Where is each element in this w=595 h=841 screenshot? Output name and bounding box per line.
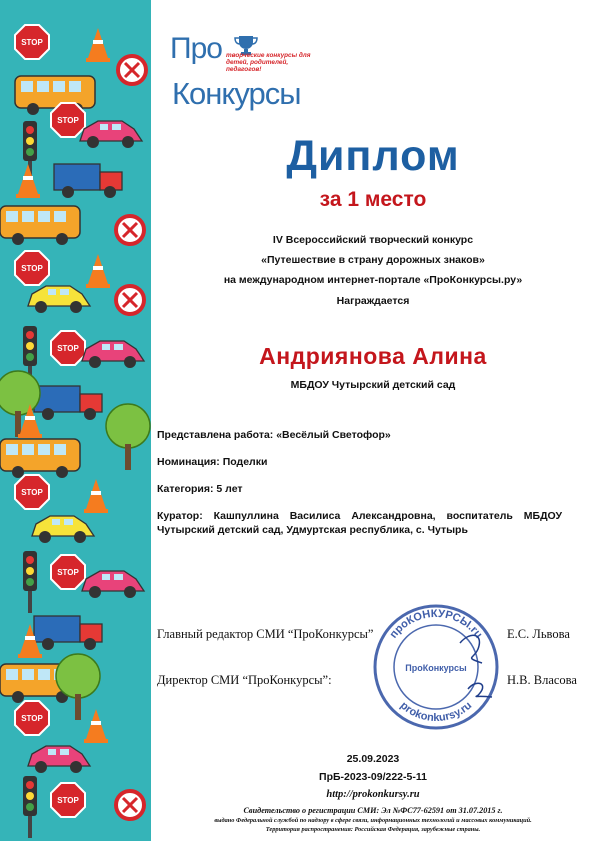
nomination: Номинация: Поделки bbox=[157, 456, 268, 468]
official-stamp bbox=[372, 603, 500, 731]
submitted-work: Представлена работа: «Весёлый Светофор» bbox=[157, 429, 391, 441]
registration-info: Свидетельство о регистрации СМИ: Эл №ФС77-62591 от 31.07.2015 г. bbox=[243, 806, 503, 815]
logo-konkursy-text: Конкурсы bbox=[172, 76, 301, 111]
editor-name: Е.С. Львова bbox=[507, 627, 570, 641]
decorative-road-pattern bbox=[0, 0, 151, 841]
document-number: ПрБ-2023-09/222-5-11 bbox=[319, 771, 427, 783]
logo-tagline: творческие конкурсы для детей, родителей, педагогов! bbox=[226, 52, 311, 73]
director-name: Н.В. Власова bbox=[507, 673, 577, 687]
issued-by: выдано Федеральной службой по надзору в сфере связи, информационных технологий и массовых коммуникаций. bbox=[214, 817, 532, 824]
territory: Территория распространения: Российская Федерация, зарубежные страны. bbox=[265, 826, 481, 833]
logo-pro-text: Про bbox=[170, 32, 222, 65]
issue-date: 25.09.2023 bbox=[346, 753, 400, 765]
editor-signature bbox=[460, 635, 482, 663]
contest-description bbox=[151, 230, 595, 290]
stamp-logo: ПроКонкурсы bbox=[405, 663, 467, 673]
contest-line: IV Всероссийский творческий конкурс bbox=[272, 234, 474, 246]
curator: Куратор: Кашпуллина Василиса Александровна, воспитатель МБДОУ Чутырский детский сад, Удмуртская республика, с. Чутырь bbox=[157, 510, 562, 536]
website-url: http://prokonkursy.ru bbox=[326, 789, 420, 800]
contest-line: на международном интернет-портале «ПроКонкурсы.ру» bbox=[223, 274, 523, 286]
recipient-name: Андриянова Алина bbox=[259, 343, 487, 369]
prokonkursy-logo bbox=[170, 32, 320, 111]
diploma-place: за 1 место bbox=[319, 188, 427, 211]
awarded-label: Награждается bbox=[336, 295, 410, 307]
contest-line: «Путешествие в страну дорожных знаков» bbox=[261, 254, 485, 266]
category: Категория: 5 лет bbox=[157, 483, 243, 495]
stamp-top-text: проКОНКУРСЫ.ru bbox=[387, 607, 485, 641]
director-role: Директор СМИ “ПроКонкурсы”: bbox=[157, 673, 332, 687]
diploma-title: Диплом bbox=[286, 132, 460, 180]
recipient-organization: МБДОУ Чутырский детский сад bbox=[290, 379, 456, 391]
editor-role: Главный редактор СМИ “ПроКонкурсы” bbox=[157, 627, 374, 641]
stamp-bottom-text: prokonkursy.ru bbox=[397, 699, 475, 725]
